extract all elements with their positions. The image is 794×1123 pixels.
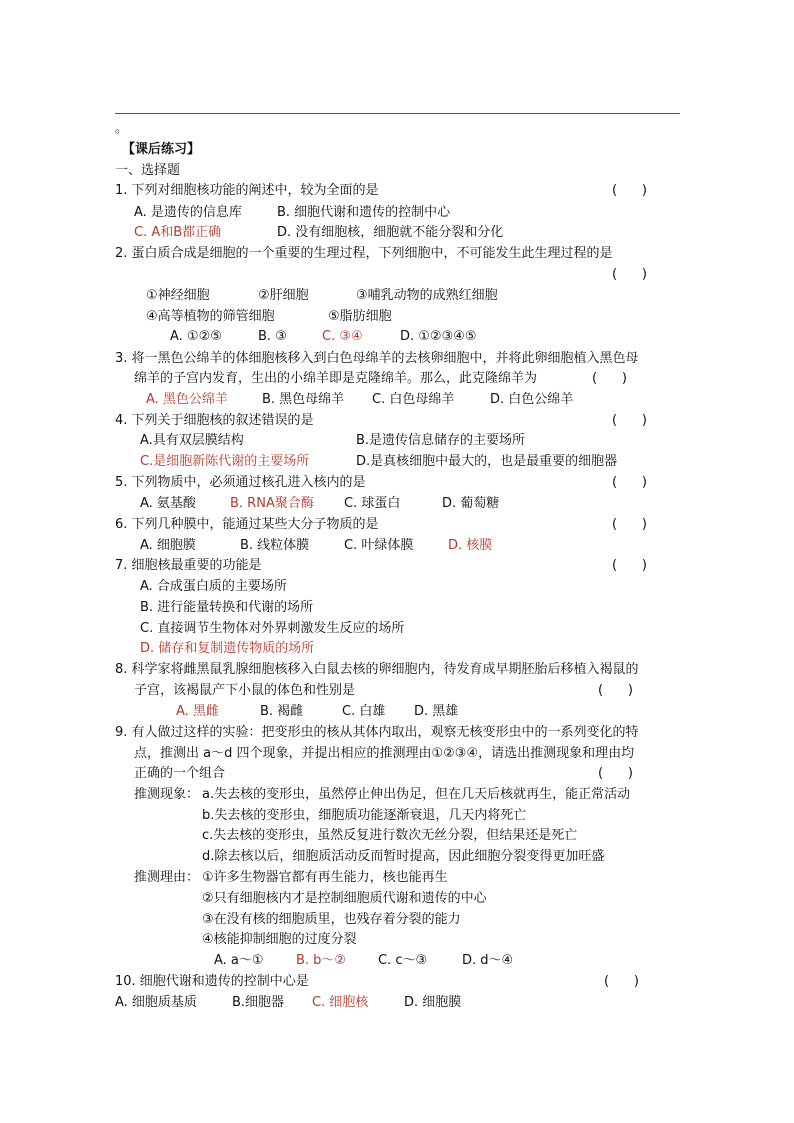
question-stem-line-2: 绵羊的子宫内发育，生出的小绵羊即是克隆绵羊。那么，此克隆绵羊为: [134, 371, 538, 386]
option-d: D. 储存和复制遗传物质的场所: [140, 641, 315, 656]
option-b: B. 进行能量转换和代谢的场所: [140, 600, 314, 615]
top-mark: 。: [115, 121, 129, 136]
answer-paren: ( ): [612, 475, 647, 490]
phenomenon-a: a.失去核的变形虫，虽然停止伸出伪足，但在几天后核就再生，能正常活动: [202, 787, 631, 802]
option-a: A. 细胞膜: [140, 538, 196, 553]
reason-4: ④核能抑制细胞的过度分裂: [202, 932, 357, 947]
option-d: D. 黑雄: [414, 704, 459, 719]
option-c: C. 细胞核: [312, 995, 369, 1010]
reason-2: ②只有细胞核内才是控制细胞质代谢和遗传的中心: [202, 891, 487, 906]
question-stem-line-1: 9. 有人做过这样的实验：把变形虫的核从其体内取出，观察无核变形虫中的一系列变化的特: [115, 725, 639, 740]
option-b: B.细胞器: [232, 995, 285, 1010]
section-title: 【课后练习】: [122, 142, 201, 157]
answer-paren: ( ): [598, 683, 633, 698]
answer-paren: ( ): [612, 183, 647, 198]
option-c: C. 直接调节生物体对外界刺激发生反应的场所: [140, 621, 405, 636]
option-c: C. c～③: [378, 953, 428, 968]
option-b: B. b～②: [296, 953, 347, 968]
question-stem: 6. 下列几种膜中，能通过某些大分子物质的是: [115, 517, 379, 532]
option-d: D. 没有细胞核，细胞就不能分裂和分化: [277, 225, 504, 240]
phenomenon-b: b.失去核的变形虫，细胞质功能逐渐衰退，几天内将死亡: [202, 808, 527, 823]
phenomenon-c: c.失去核的变形虫，虽然反复进行数次无丝分裂，但结果还是死亡: [202, 828, 578, 843]
option-d: D. 细胞膜: [404, 995, 462, 1010]
answer-paren: ( ): [612, 413, 647, 428]
option-a: A. 是遗传的信息库: [134, 205, 242, 220]
option-b: B. 细胞代谢和遗传的控制中心: [277, 205, 451, 220]
option-a: A. 细胞质基质: [115, 995, 197, 1010]
question-stem: 10. 细胞代谢和遗传的控制中心是: [115, 974, 309, 989]
question-stem-line-1: 3. 将一黑色公绵羊的体细胞核移入到白色母绵羊的去核卵细胞中，并将此卵细胞植入黑色母: [115, 351, 639, 366]
answer-paren: ( ): [604, 974, 639, 989]
option-b: B. 褐雌: [260, 704, 304, 719]
question-stem: 1. 下列对细胞核功能的阐述中，较为全面的是: [115, 183, 379, 198]
option-a: A. ①②⑤: [170, 329, 222, 344]
top-divider: [115, 113, 680, 114]
option-a: A. 合成蛋白质的主要场所: [140, 579, 287, 594]
phenomena-label: 推测现象：: [134, 787, 200, 802]
option-d: D. 白色公绵羊: [490, 392, 574, 407]
item-5: ⑤脂肪细胞: [328, 309, 392, 324]
phenomenon-d: d.除去核以后，细胞质活动反而暂时提高，因此细胞分裂变得更加旺盛: [202, 849, 605, 864]
item-4: ④高等植物的筛管细胞: [146, 309, 275, 324]
option-b: B. 黑色母绵羊: [262, 392, 345, 407]
option-d: D.是真核细胞中最大的，也是最重要的细胞器: [356, 454, 618, 469]
option-a: A.具有双层膜结构: [140, 433, 244, 448]
answer-paren: ( ): [592, 371, 627, 386]
option-a: A. a～①: [214, 953, 264, 968]
reason-3: ③在没有核的细胞质里，也残存着分裂的能力: [202, 912, 461, 927]
option-d: D. 葡萄糖: [442, 496, 500, 511]
question-stem: 7. 细胞核最重要的功能是: [115, 558, 262, 573]
part-title: 一、选择题: [115, 163, 181, 178]
answer-paren: ( ): [612, 267, 647, 282]
option-d: D. d～④: [462, 953, 514, 968]
option-a: A. 氨基酸: [140, 496, 196, 511]
question-stem: 5. 下列物质中，必须通过核孔进入核内的是: [115, 475, 366, 490]
reason-1: ①许多生物器官都有再生能力，核也能再生: [202, 870, 448, 885]
reasons-label: 推测理由：: [134, 870, 200, 885]
option-b: B. 线粒体膜: [240, 538, 310, 553]
answer-paren: ( ): [612, 558, 647, 573]
question-stem-line-2: 子宫，该褐鼠产下小鼠的体色和性别是: [134, 683, 356, 698]
option-c: C. 叶绿体膜: [344, 538, 414, 553]
item-2: ②肝细胞: [258, 288, 309, 303]
item-3: ③哺乳动物的成熟红细胞: [356, 288, 498, 303]
option-b: B. ③: [258, 329, 287, 344]
question-stem-line-2: 点，推测出 a～d 四个现象，并提出相应的推测理由①②③④，请选出推测现象和理由均: [134, 746, 635, 761]
option-c: C. 球蛋白: [344, 496, 401, 511]
question-stem: 2. 蛋白质合成是细胞的一个重要的生理过程，下列细胞中，不可能发生此生理过程的是: [115, 246, 613, 261]
option-b: B. RNA聚合酶: [230, 496, 314, 511]
option-c: C. 白雄: [342, 704, 386, 719]
option-a: A. 黑色公绵羊: [146, 392, 228, 407]
answer-paren: ( ): [598, 766, 633, 781]
option-c: C. 白色母绵羊: [372, 392, 455, 407]
item-1: ①神经细胞: [146, 288, 210, 303]
option-a: A. 黑雌: [176, 704, 219, 719]
option-d: D. ①②③④⑤: [400, 329, 477, 344]
answer-paren: ( ): [612, 517, 647, 532]
option-c: C. A和B都正确: [134, 225, 222, 240]
question-stem-line-3: 正确的一个组合: [134, 766, 226, 781]
option-c: C. ③④: [322, 329, 363, 344]
option-c: C.是细胞新陈代谢的主要场所: [140, 454, 310, 469]
option-b: B.是遗传信息储存的主要场所: [356, 433, 526, 448]
question-stem: 4. 下列关于细胞核的叙述错误的是: [115, 413, 314, 428]
option-d: D. 核膜: [448, 538, 493, 553]
question-stem-line-1: 8. 科学家将雌黑鼠乳腺细胞核移入白鼠去核的卵细胞内，待发育成早期胚胎后移植入褐鼠的: [115, 662, 639, 677]
